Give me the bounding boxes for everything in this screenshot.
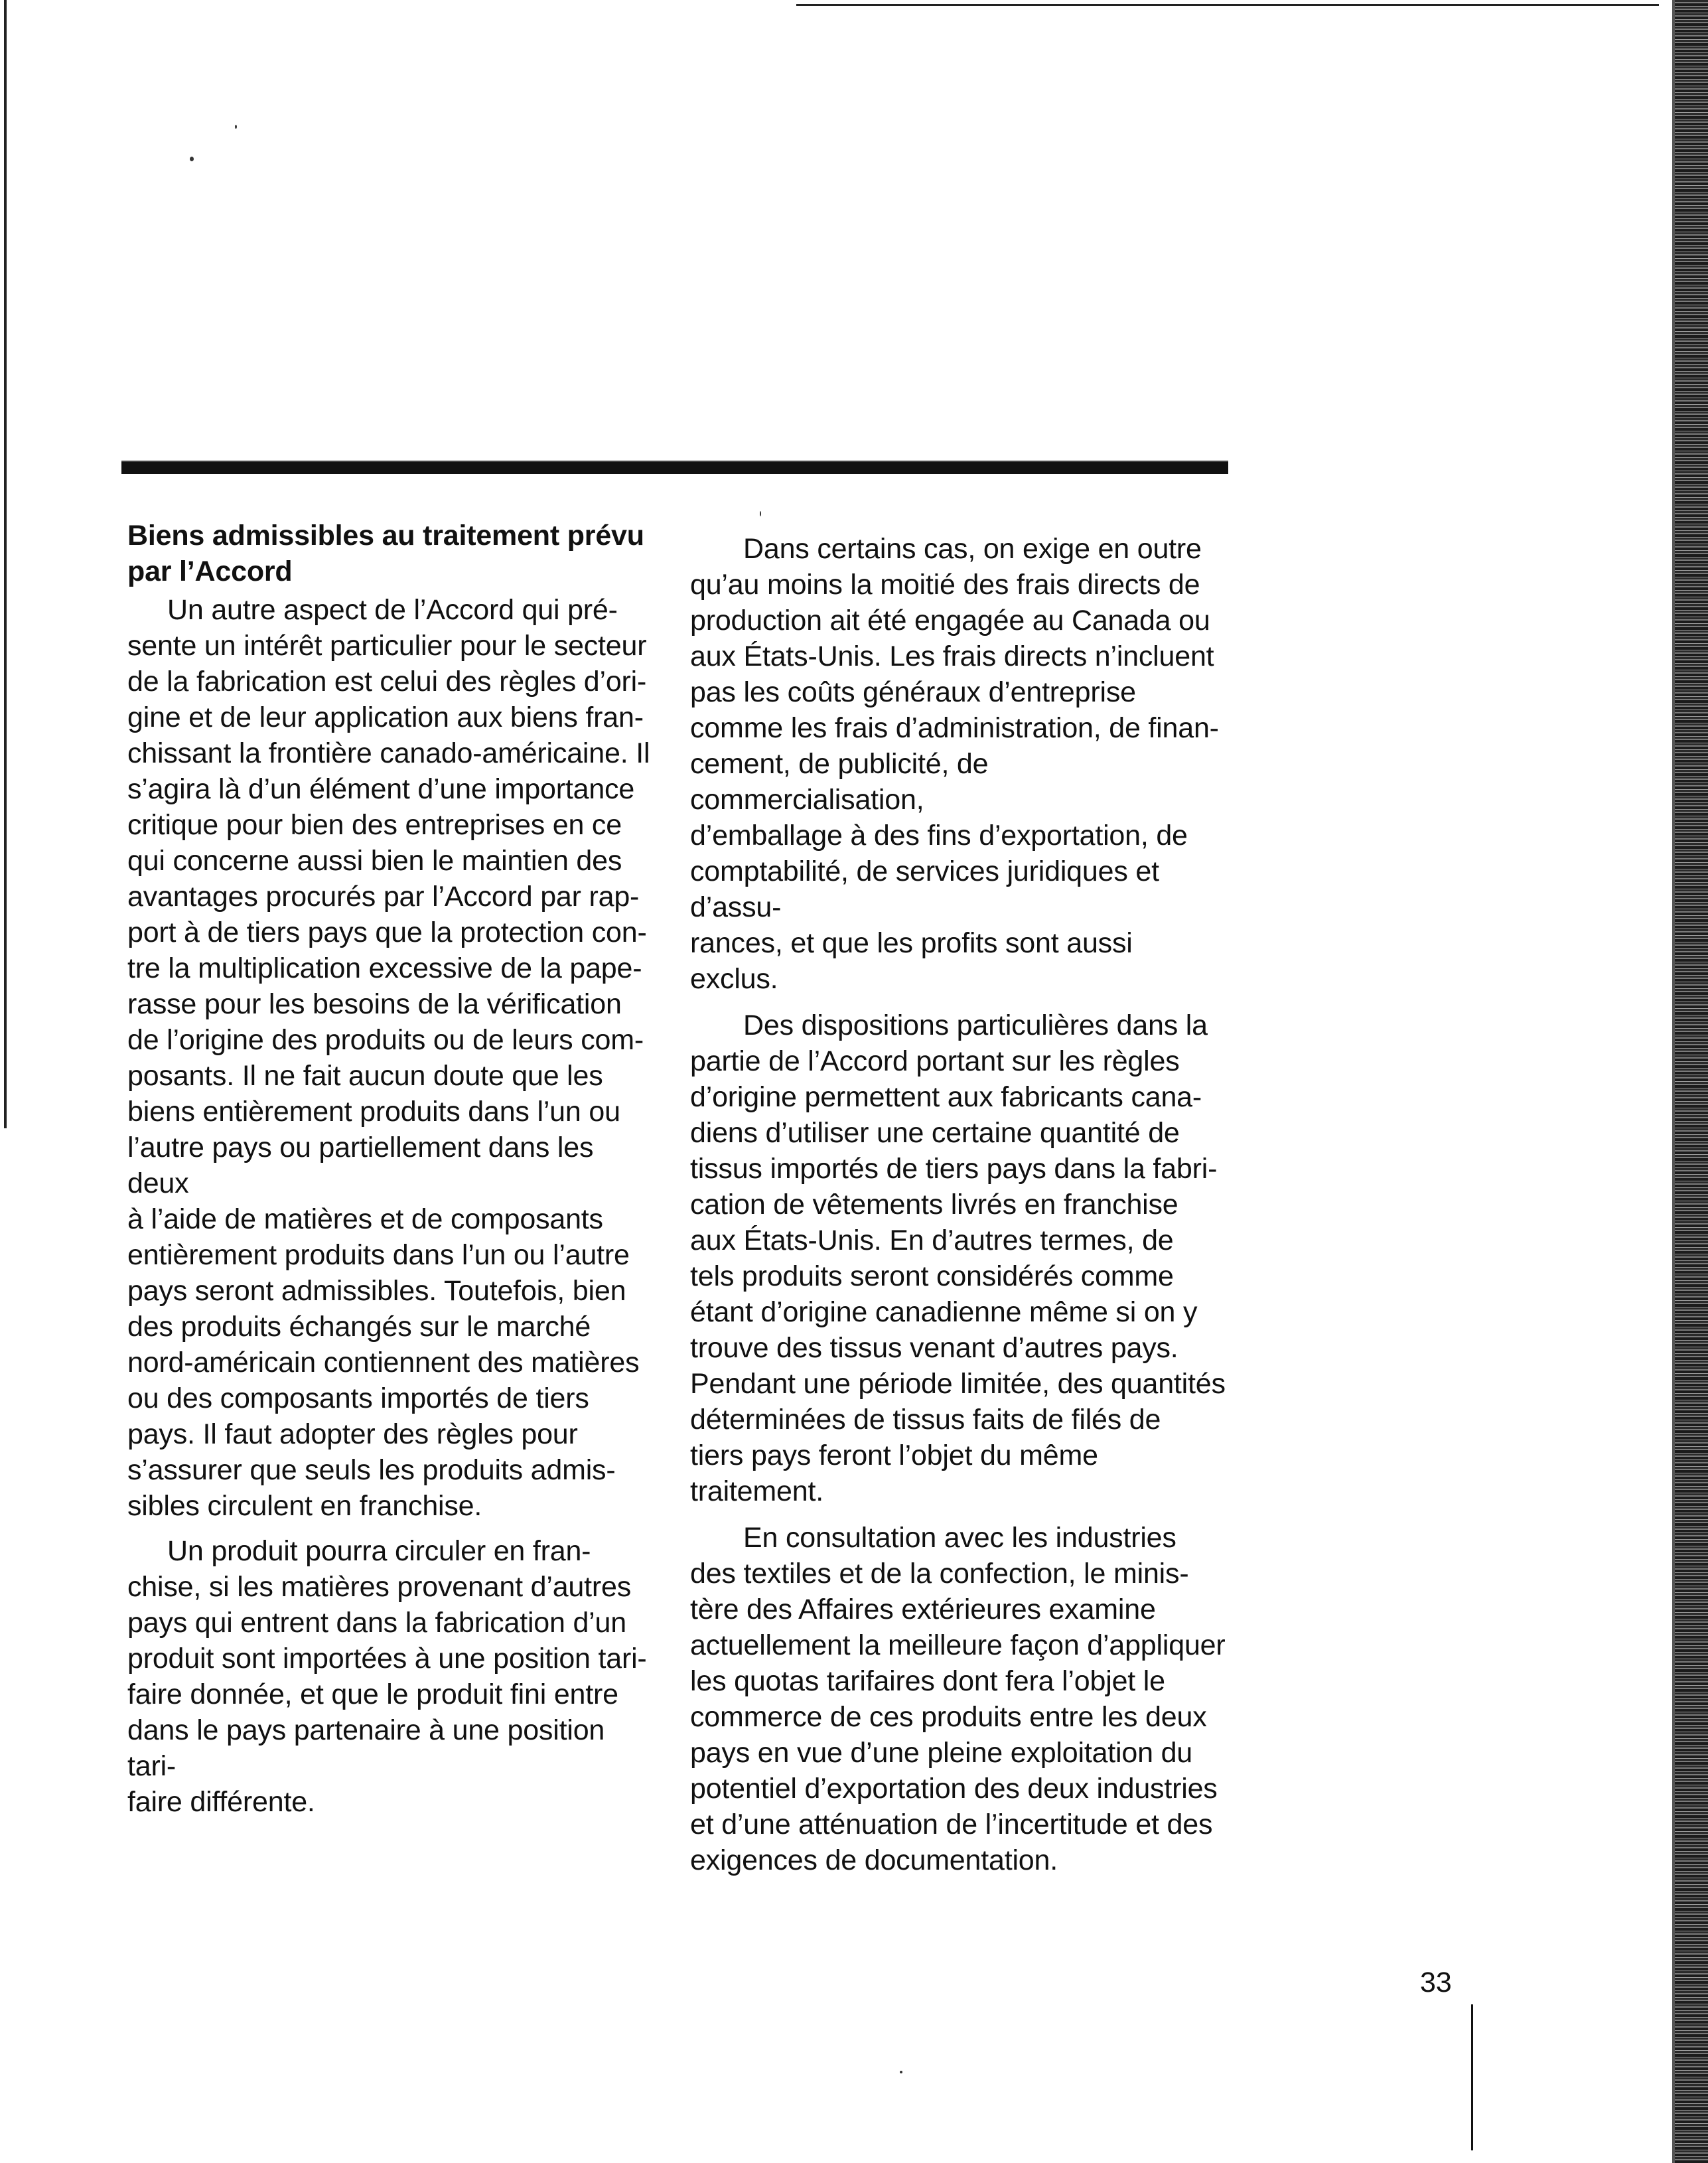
scan-edge-right: [1675, 0, 1708, 2163]
paragraph: Dans certains cas, on exige en outre qu’au moins la moitié des frais directs de production ait été engagée au Canada ou aux États-Unis. Les frais directs n’incluent pas les coûts généraux d’entreprise comme les frais d’administration, de finan- cement, de publicité, de commercialisation, d’emballage à des fins d’exportation, de comptabilité, de services juridiques et d’assu- rances, et que les profits sont aussi exclus.: [690, 533, 1219, 995]
paragraph: Un produit pourra circuler en fran- chise, si les matières provenant d’autres pays qui entrent dans la fabrication d’un produit sont importées à une position tari- faire donnée, et que le produit fini entre dans le pays partenaire à une position tari- faire différente.: [127, 1535, 647, 1818]
scan-speck: [760, 511, 761, 516]
left-column: [127, 518, 652, 1829]
section-heading: Biens admissibles au traitement prévu par l’Accord: [127, 520, 644, 587]
paragraph: Des dispositions particulières dans la partie de l’Accord portant sur les règles d’origine permettent aux fabricants cana- diens d’utiliser une certaine quantité de tissus importés de tiers pays dans la fabri- cation de vêtements livrés en franchise aux États-Unis. En d’autres termes, de tels produits seront considérés comme étant d’origine canadienne même si on y trouve des tissus venant d’autres pays. Pendant une période limitée, des quantités déterminées de tissus faits de filés de tiers pays feront l’objet du même traitement.: [690, 1009, 1226, 1507]
scan-speck: [190, 157, 194, 161]
right-column: [690, 531, 1228, 1889]
scan-speck: [900, 2071, 902, 2073]
section-divider-bar: [121, 461, 1228, 474]
scan-edge-left: [4, 0, 7, 1128]
scan-speck: [235, 125, 237, 129]
paragraph: Un autre aspect de l’Accord qui pré- sente un intérêt particulier pour le secteur de la fabrication est celui des règles d’ori- gine et de leur application aux biens fran- chissant la frontière canado-américaine. Il s’agira là d’un élément d’une importance critique pour bien des entreprises en ce qui concerne aussi bien le maintien des avantages procurés par l’Accord par rap- port à de tiers pays que la protection con- tre la multiplication excessive de la pape- rasse pour les besoins de la vérification de l’origine des produits ou de leurs com- posants. Il ne fait aucun doute que les biens entièrement produits dans l’un ou l’autre pays ou partiellement dans les deux à l’aide de matières et de composants entièrement produits dans l’un ou l’autre pays seront admissibles. Toutefois, bien des produits échangés sur le marché nord-américain contiennent des matières ou des composants importés de tiers pays. Il faut adopter des règles pour s’assurer que seuls les produits admis- sibles circulent en franchise.: [127, 594, 650, 1522]
page-number-rule: [1471, 2004, 1473, 2150]
paragraph: En consultation avec les industries des textiles et de la confection, le minis- tère des Affaires extérieures examine actuellement la meilleure façon d’appliquer les quotas tarifaires dont fera l’objet le commerce de ces produits entre les deux pays en vue d’une pleine exploitation du potentiel d’exportation des deux industries et d’une atténuation de l’incertitude et des exigences de documentation.: [690, 1522, 1226, 1876]
page-number: 33: [1420, 1967, 1452, 1998]
scan-edge-top: [796, 4, 1659, 6]
